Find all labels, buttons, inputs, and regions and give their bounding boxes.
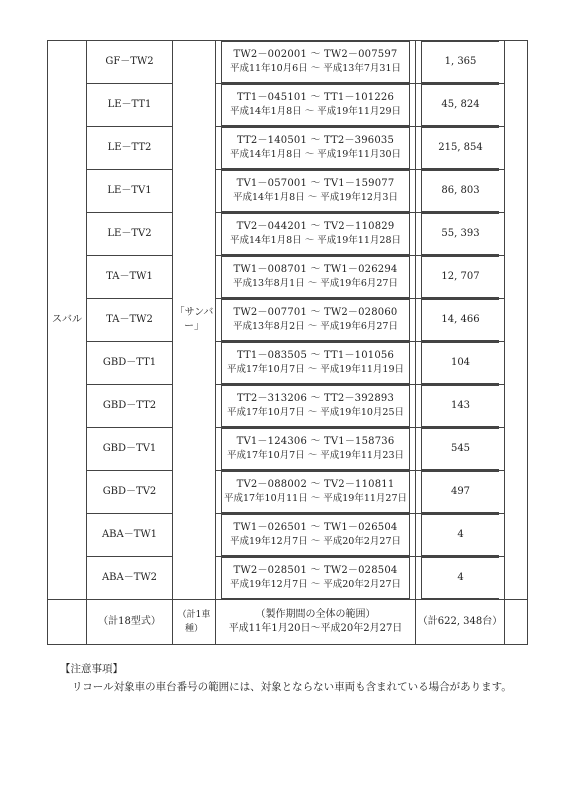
table-row	[48, 170, 528, 213]
production-dates: 平成14年1月8日 ～ 平成19年11月30日	[230, 149, 401, 160]
count-cell	[416, 428, 505, 471]
vehicle-count: 86, 803	[441, 185, 480, 196]
serial-cell	[216, 385, 416, 428]
serial-cell	[216, 557, 416, 600]
notes-heading: 【注意事項】	[60, 663, 123, 675]
count-cell	[416, 84, 505, 127]
serial-range: TW2－002001 ～ TW2－007597	[233, 49, 398, 60]
serial-cell	[216, 213, 416, 256]
production-dates: 平成14年1月8日 ～ 平成19年12月3日	[233, 192, 398, 203]
total-count: （計622, 348台）	[417, 616, 503, 627]
recall-table	[47, 40, 528, 645]
model-code: TA－TW1	[106, 271, 153, 282]
model-code: GBD－TV1	[102, 443, 157, 454]
serial-range: TV1－057001 ～ TV1－159077	[236, 178, 395, 189]
vehicle-count: 4	[457, 572, 464, 583]
model-cell	[87, 41, 173, 84]
model-cell	[87, 514, 173, 557]
model-cell	[87, 471, 173, 514]
count-cell	[416, 256, 505, 299]
model-code: ABA－TW1	[101, 529, 158, 540]
total-models-cell	[87, 600, 173, 645]
vehicle-count: 4	[457, 529, 464, 540]
production-dates: 平成17年10月7日 ～ 平成19年11月19日	[226, 364, 405, 375]
model-code: LE－TV1	[107, 185, 152, 196]
count-cell	[416, 342, 505, 385]
vehicle-count: 1, 365	[444, 56, 477, 67]
production-dates: 平成14年1月8日 ～ 平成19年11月29日	[230, 106, 401, 117]
serial-cell	[216, 170, 416, 213]
vehicle-count: 14, 466	[441, 314, 480, 325]
table-row	[48, 428, 528, 471]
table-row	[48, 41, 528, 84]
count-cell	[416, 213, 505, 256]
totals-remarks-cell	[505, 600, 528, 645]
model-cell	[87, 213, 173, 256]
count-cell	[416, 471, 505, 514]
production-dates: 平成17年10月11日 ～ 平成19年11月27日	[223, 493, 408, 504]
serial-range: TV2－044201 ～ TV2－110829	[236, 221, 395, 232]
table-row	[48, 385, 528, 428]
serial-range: TW2－007701 ～ TW2－028060	[233, 307, 398, 318]
table-row	[48, 127, 528, 170]
model-cell	[87, 557, 173, 600]
model-code: ABA－TW2	[101, 572, 158, 583]
production-dates: 平成14年1月8日 ～ 平成19年11月28日	[230, 235, 401, 246]
table-row	[48, 514, 528, 557]
production-dates: 平成19年12月7日 ～ 平成20年2月27日	[230, 536, 401, 547]
table-row	[48, 84, 528, 127]
production-dates: 平成13年8月1日 ～ 平成19年6月27日	[233, 278, 398, 289]
count-cell	[416, 127, 505, 170]
serial-cell	[216, 127, 416, 170]
model-code: LE－TV2	[107, 228, 152, 239]
vehicle-count: 12, 707	[441, 271, 480, 282]
totals-blank-cell	[48, 600, 87, 645]
model-cell	[87, 299, 173, 342]
model-cell	[87, 170, 173, 213]
model-code: LE－TT2	[107, 142, 152, 153]
table-row	[48, 342, 528, 385]
model-code: GF－TW2	[105, 56, 154, 67]
table-row	[48, 557, 528, 600]
totals-row	[48, 600, 528, 645]
count-cell	[416, 385, 505, 428]
serial-cell	[216, 41, 416, 84]
count-cell	[416, 557, 505, 600]
table-row	[48, 213, 528, 256]
total-count-cell	[416, 600, 505, 645]
production-dates: 平成17年10月7日 ～ 平成19年11月23日	[226, 450, 405, 461]
total-period-cell	[216, 600, 416, 645]
model-cell	[87, 342, 173, 385]
total-vehicles: （計1車種）	[177, 610, 211, 634]
maker-cell	[48, 41, 87, 600]
model-code: LE－TT1	[107, 99, 152, 110]
count-cell	[416, 170, 505, 213]
serial-cell	[216, 256, 416, 299]
vehicle-name: 「サンバー」	[174, 307, 214, 332]
serial-range: TW2－028501 ～ TW2－028504	[233, 565, 398, 576]
model-cell	[87, 428, 173, 471]
serial-range: TT1－083505 ～ TT1－101056	[236, 350, 395, 361]
vehicle-name-cell	[173, 41, 216, 600]
model-code: GBD－TV2	[102, 486, 157, 497]
vehicle-count: 104	[450, 357, 471, 368]
total-period-label: （製作期間の全体の範囲）	[255, 609, 376, 620]
serial-cell	[216, 299, 416, 342]
remarks-cell	[505, 41, 528, 600]
total-period: 平成11年1月20日～平成20年2月27日	[228, 623, 403, 634]
vehicle-count: 55, 393	[441, 228, 480, 239]
model-code: GBD－TT2	[102, 400, 157, 411]
recall-table-body	[48, 41, 528, 600]
table-row	[48, 256, 528, 299]
vehicle-count: 497	[450, 486, 471, 497]
serial-range: TV2－088002 ～ TV2－110811	[236, 479, 395, 490]
table-row	[48, 299, 528, 342]
model-cell	[87, 385, 173, 428]
vehicle-count: 143	[450, 400, 471, 411]
model-code: TA－TW2	[106, 314, 153, 325]
serial-cell	[216, 514, 416, 557]
total-vehicles-cell	[173, 600, 216, 645]
serial-range: TV1－124306 ～ TV1－158736	[236, 436, 395, 447]
production-dates: 平成11年10月6日 ～ 平成13年7月31日	[230, 63, 401, 74]
count-cell	[416, 514, 505, 557]
production-dates: 平成19年12月7日 ～ 平成20年2月27日	[230, 579, 401, 590]
total-models: （計18型式）	[98, 616, 161, 627]
production-dates: 平成13年8月2日 ～ 平成19年6月27日	[233, 321, 398, 332]
model-cell	[87, 256, 173, 299]
model-cell	[87, 127, 173, 170]
serial-cell	[216, 471, 416, 514]
maker-name: スバル	[52, 314, 82, 325]
notes-body: リコール対象車の車台番号の範囲には、対象とならない車両も含まれている場合があります。	[72, 681, 512, 693]
count-cell	[416, 299, 505, 342]
serial-range: TT1－045101 ～ TT1－101226	[236, 92, 395, 103]
model-code: GBD－TT1	[102, 357, 157, 368]
vehicle-count: 215, 854	[438, 142, 483, 153]
serial-range: TW1－008701 ～ TW1－026294	[233, 264, 398, 275]
serial-cell	[216, 84, 416, 127]
notes-section	[60, 660, 512, 696]
table-row	[48, 471, 528, 514]
vehicle-count: 545	[450, 443, 471, 454]
count-cell	[416, 41, 505, 84]
vehicle-count: 45, 824	[441, 99, 480, 110]
serial-range: TT2－140501 ～ TT2－396035	[236, 135, 395, 146]
serial-range: TW1－026501 ～ TW1－026504	[233, 522, 398, 533]
serial-range: TT2－313206 ～ TT2－392893	[236, 393, 395, 404]
serial-cell	[216, 428, 416, 471]
serial-cell	[216, 342, 416, 385]
model-cell	[87, 84, 173, 127]
production-dates: 平成17年10月7日 ～ 平成19年10月25日	[226, 407, 405, 418]
